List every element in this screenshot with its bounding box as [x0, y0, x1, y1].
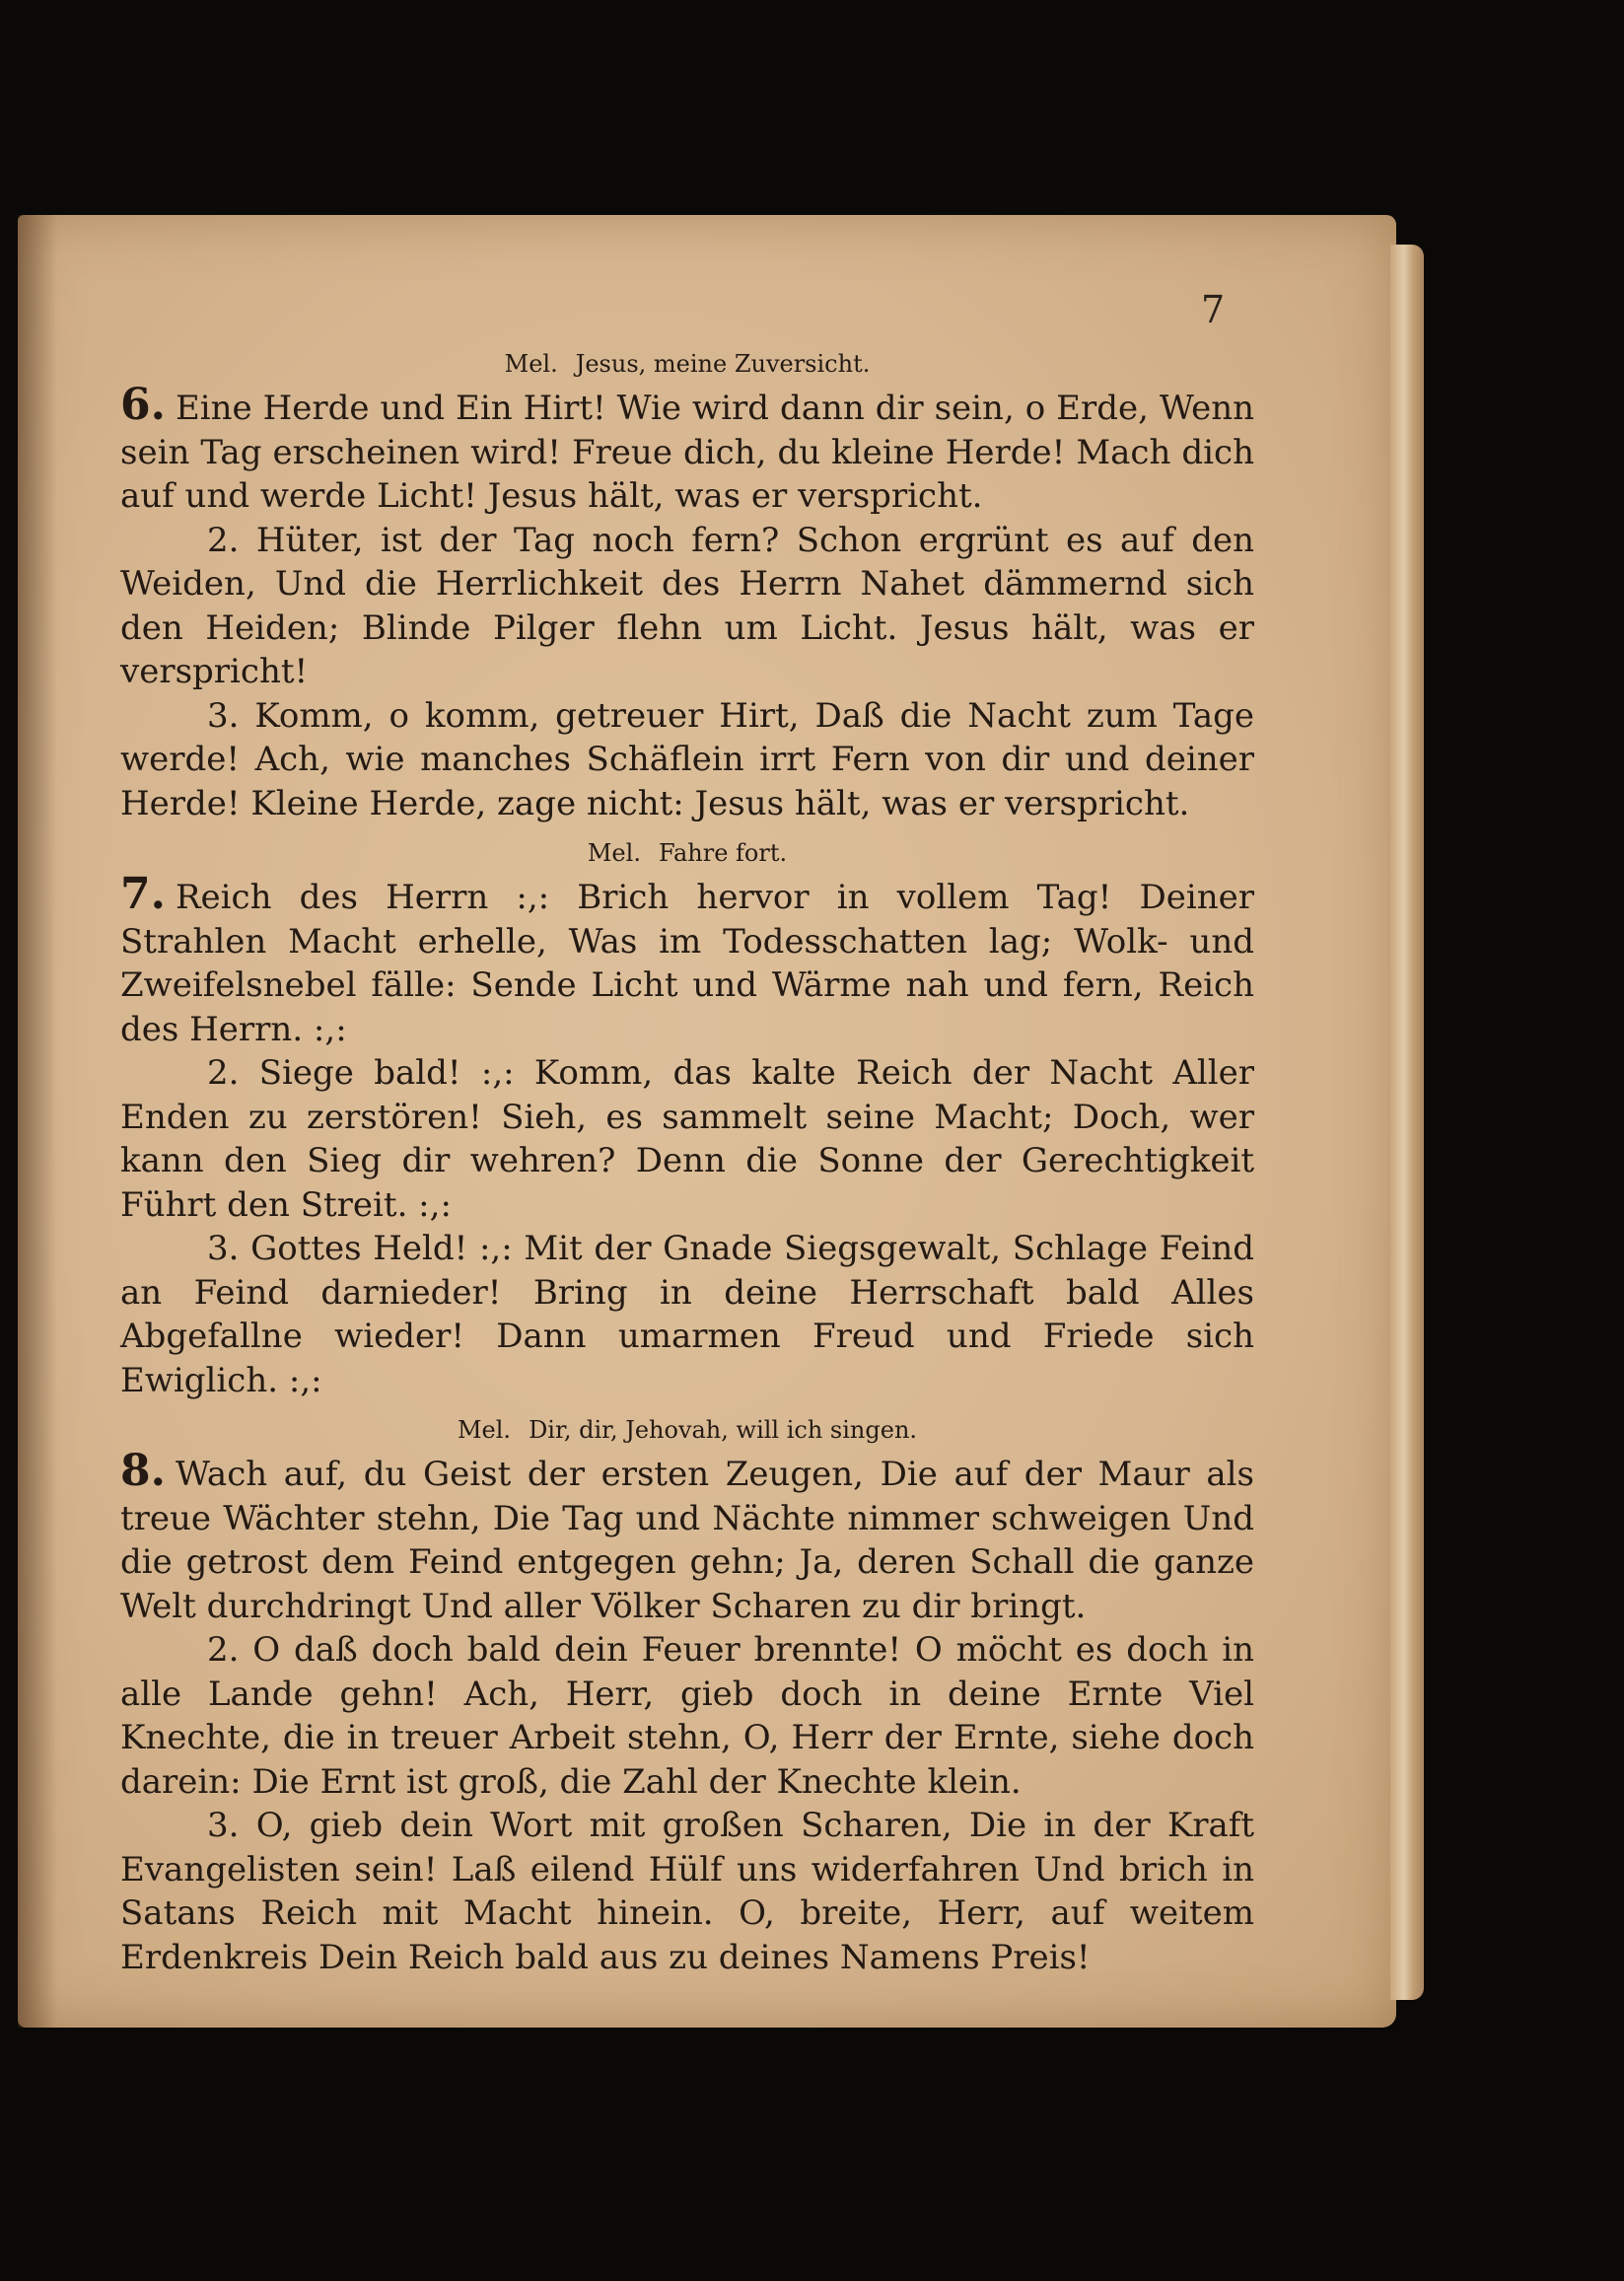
verse-2: 2. O daß doch bald dein Feuer brennte! O möcht es doch in alle Lande gehn! Ach, Herr, gieb doch in deine Ernte Viel Knechte, die in treuer Arbeit stehn, O, Herr der Ernte, siehe doch darein: Die Ernt ist groß, die Zahl der Knechte klein.	[120, 1630, 1254, 1802]
melody-title: Jesus, meine Zuversicht.	[575, 350, 871, 378]
song-number: 8.	[120, 1446, 166, 1496]
verse-2: 2. Hüter, ist der Tag noch fern? Schon ergrünt es auf den Weiden, Und die Herrlichkeit des Herrn Nahet dämmernd sich den Heiden; Blinde Pilger flehn um Licht. Jesus hält, was er verspricht!	[120, 520, 1254, 691]
verse-2: 2. Siege bald! :,: Komm, das kalte Reich der Nacht Aller Enden zu zerstören! Sieh, es sammelt seine Macht; Doch, wer kann den Sieg dir wehren? Denn die Sonne der Gerechtigkeit Führt den Streit. :,:	[120, 1053, 1254, 1225]
spine-shadow	[18, 215, 57, 2028]
page-edge	[1390, 245, 1424, 2000]
melody-prefix: Mel.	[457, 1416, 512, 1444]
verse-text: Wach auf, du Geist der ersten Zeugen, Die auf der Maur als treue Wächter stehn, Die Tag und Nächte nimmer schweigen Und die getrost dem Feind entgegen gehn; Ja, deren Schall die ganze Welt durchdringt Und aller Völker Scharen zu dir bringt.	[120, 1455, 1254, 1626]
melody-prefix: Mel.	[504, 350, 558, 378]
verse-3: 3. Komm, o komm, getreuer Hirt, Daß die Nacht zum Tage werde! Ach, wie manches Schäflein irrt Fern von dir und deiner Herde! Kleine Herde, zage nicht: Jesus hält, was er verspricht.	[120, 695, 1254, 823]
song-number: 6.	[120, 380, 166, 430]
verse-1	[120, 869, 1254, 1051]
verse-3: 3. Gottes Held! :,: Mit der Gnade Siegsgewalt, Schlage Feind an Feind darnieder! Bring in deine Herrschaft bald Alles Abgefallne wieder! Dann umarmen Freud und Friede sich Ewiglich. :,:	[120, 1229, 1254, 1400]
song-number: 7.	[120, 869, 166, 919]
verse-1	[120, 1446, 1254, 1628]
song-8	[120, 1416, 1254, 1979]
verse-3: 3. O, gieb dein Wort mit großen Scharen, Die in der Kraft Evangelisten sein! Laß eilend Hülf uns widerfahren Und brich in Satans Reich mit Macht hinein. O, breite, Herr, auf weitem Erdenkreis Dein Reich bald aus zu deines Namens Preis!	[120, 1806, 1254, 1977]
melody-line	[120, 350, 1254, 378]
melody-title: Fahre fort.	[658, 839, 788, 867]
page-number: 7	[1201, 288, 1226, 331]
song-6	[120, 350, 1254, 825]
song-7	[120, 839, 1254, 1402]
melody-line	[120, 1416, 1254, 1444]
melody-line	[120, 839, 1254, 867]
verse-text: Reich des Herrn :,: Brich hervor in vollem Tag! Deiner Strahlen Macht erhelle, Was im Todesschatten lag; Wolk- und Zweifelsnebel fälle: Sende Licht und Wärme nah und fern, Reich des Herrn. :,:	[120, 878, 1254, 1049]
melody-prefix: Mel.	[587, 839, 641, 867]
verse-text: Eine Herde und Ein Hirt! Wie wird dann dir sein, o Erde, Wenn sein Tag erscheinen wird! Freue dich, du kleine Herde! Mach dich auf und werde Licht! Jesus hält, was er verspricht.	[120, 389, 1254, 516]
melody-title: Dir, dir, Jehovah, will ich singen.	[529, 1416, 918, 1444]
hymn-content	[120, 350, 1254, 1993]
verse-1	[120, 380, 1254, 519]
